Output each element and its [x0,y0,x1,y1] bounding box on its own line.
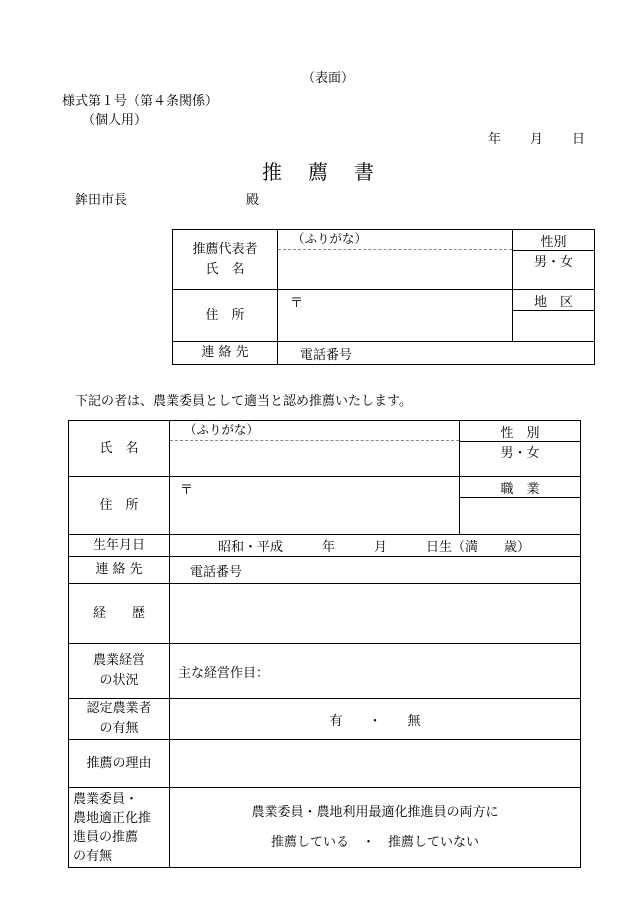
rep-district-cell[interactable] [513,290,595,342]
postal-mark: 〒 [180,483,194,498]
certified-value: 有 ・ 無 [329,713,421,729]
cand-occupation-cell[interactable] [460,477,581,535]
rep-gender-value: 男・女 [533,255,573,270]
addressee: 鉾田市長 [75,193,128,208]
cand-dual-field[interactable] [170,788,581,868]
rep-gender-label: 性別 [513,230,594,251]
rep-district-label: 地 区 [513,290,594,311]
cand-address-field[interactable] [170,477,460,535]
rep-gender-cell[interactable] [513,230,595,290]
cand-gender-label: 性 別 [460,421,580,442]
rep-address-label: 住 所 [173,290,278,342]
cand-career-label: 経 歴 [69,584,170,644]
intro-sentence: 下記の者は、農業委員として適当と認め推薦いたします。 [75,394,412,409]
cand-name-label: 氏 名 [69,421,170,477]
main-crops-label: 主な経営作目： [178,665,270,681]
cand-contact-label: 連 絡 先 [69,557,170,584]
cand-birthdate-label: 生年月日 [69,535,170,557]
cand-dual-label: 農業委員・ 農地適正化推 進員の推薦 の有無 [69,788,170,868]
cand-phone-field[interactable] [170,557,581,584]
personal-use-label: （個人用） [82,113,148,128]
cand-phone-label: 電話番号 [190,564,243,580]
candidate-table [68,420,581,868]
face-label: （表面） [302,71,355,86]
cand-certified-field[interactable] [170,699,581,740]
dual-options: 推薦している ・ 推薦していない [270,834,479,850]
rep-furigana-label: （ふりがな） [278,230,512,250]
cand-reason-field[interactable] [170,740,581,788]
date-fields: 年 月 日 [488,132,587,147]
birthdate-value: 昭和・平成 年 月 日生（満 歳） [218,540,531,555]
cand-reason-label: 推薦の理由 [69,740,170,788]
rep-address-field[interactable] [278,290,513,342]
form-number: 様式第１号（第４条関係） [62,94,219,109]
rep-name-field[interactable] [278,230,513,290]
cand-birthdate-field[interactable] [170,535,581,557]
cand-address-label: 住 所 [69,477,170,535]
cand-farm-status-field[interactable] [170,644,581,699]
honorific: 殿 [246,193,260,208]
rep-contact-label: 連 絡 先 [173,342,278,365]
cand-gender-value: 男・女 [500,446,540,461]
cand-furigana-label: （ふりがな） [170,421,459,441]
postal-mark: 〒 [290,296,304,311]
cand-occupation-label: 職 業 [460,477,580,498]
rep-phone-field[interactable] [278,342,595,365]
page-title: 推薦書 [262,160,400,184]
cand-farm-status-label: 農業経営 の状況 [69,644,170,699]
cand-name-field[interactable] [170,421,460,477]
cand-career-field[interactable] [170,584,581,644]
representative-table [172,229,595,365]
rep-name-label: 推薦代表者 氏 名 [173,230,278,290]
cand-certified-label: 認定農業者 の有無 [69,699,170,740]
rep-phone-label: 電話番号 [300,347,353,363]
dual-text: 農業委員・農地利用最適化推進員の両方に [251,804,499,820]
cand-gender-cell[interactable] [460,421,581,477]
